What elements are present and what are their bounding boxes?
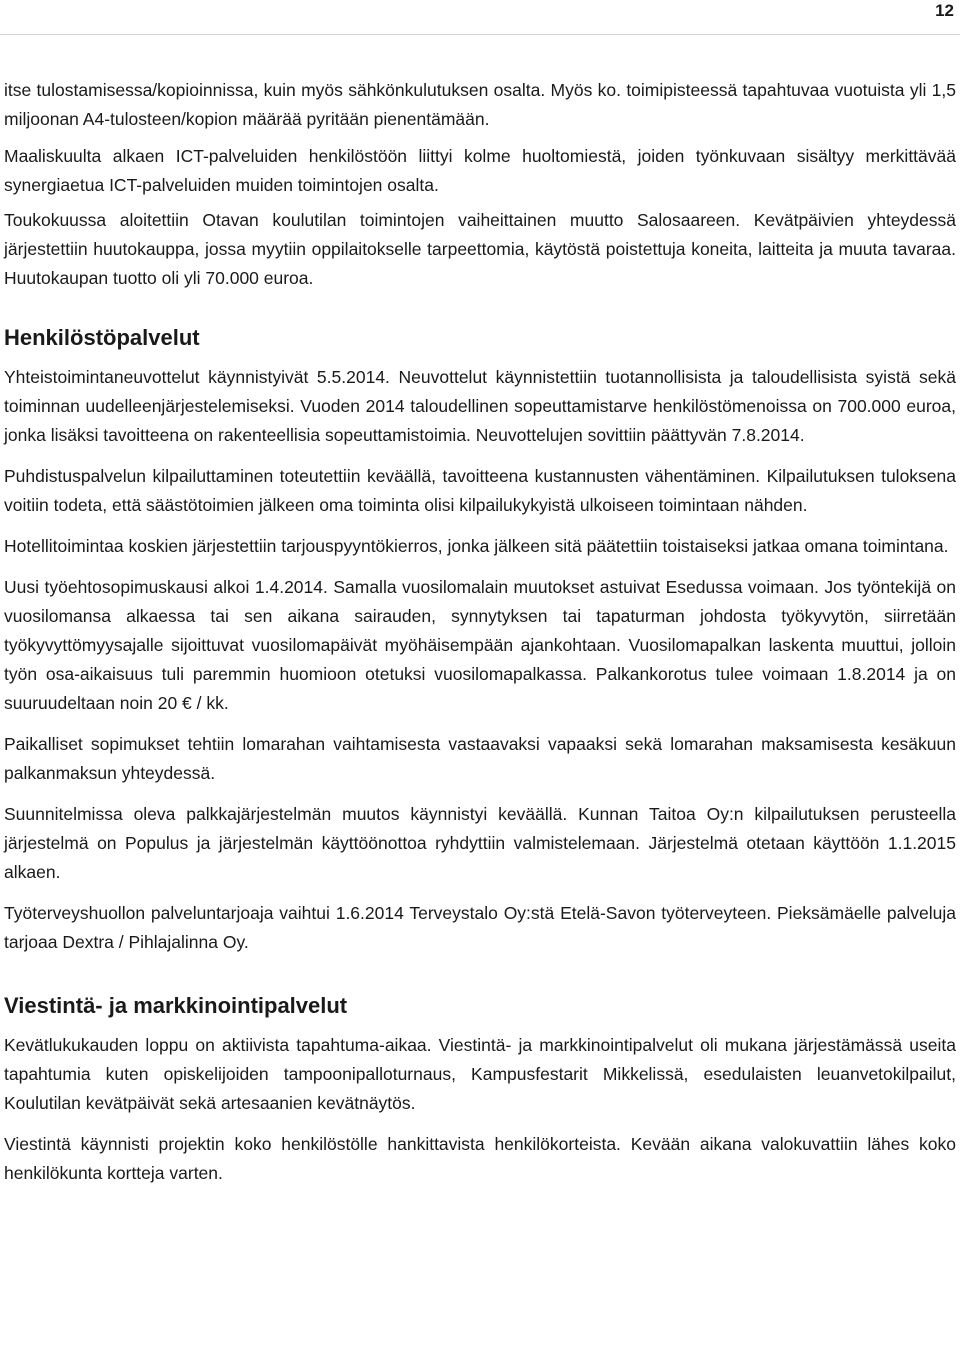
paragraph-local-agreements: Paikalliset sopimukset tehtiin lomarahan vaihtamisesta vastaavaksi vapaaksi sekä lomarahan maksamisesta kesäkuun palkanmaksun yhteydessä. — [4, 734, 956, 783]
paragraph-staff-cards: Viestintä käynnisti projektin koko henkilöstölle hankittavista henkilökorteista. Kevään aikana valokuvattiin lähes koko henkilökunta kortteja varten. — [4, 1134, 956, 1183]
paragraph-cleaning: Puhdistuspalvelun kilpailuttaminen toteutettiin keväällä, tavoitteena kustannusten vähentäminen. Kilpailutuksen tuloksena voitiin todeta, että säästötoimien jälkeen oma toiminta olisi kilpailukykyistä ulkoiseen toimintaan nähden. — [4, 466, 956, 515]
paragraph-collective-agreement: Uusi työehtosopimuskausi alkoi 1.4.2014. Samalla vuosilomalain muutokset astuivat Esedussa voimaan. Jos työntekijä on vuosilomansa alkaessa tai sen aikana sairauden, synnytyksen tai tapaturman johdosta työkyvytön, siirretään työkyvyttömyysajalle sijoittuvat vuosilomapäivät myöhäisempään ajankohtaan. Vuosilomapalkan laskenta muuttui, jolloin työn osa-aikaisuus tuli paremmin huomioon otetuksi vuosilomapalkassa. Palkankorotus tulee voimaan 1.8.2014 ja on suuruudeltaan noin 20 € / kk. — [4, 577, 956, 713]
paragraph-hotel: Hotellitoimintaa koskien järjestettiin tarjouspyyntökierros, jonka jälkeen sitä päätettiin toistaiseksi jatkaa omana toimintana. — [4, 536, 949, 556]
paragraph-printing: itse tulostamisessa/kopioinnissa, kuin myös sähkönkulutuksen osalta. Myös ko. toimipisteessä tapahtuvaa vuotuista yli 1,5 miljoonan A4-tulosteen/kopion määrää pyritään pienentämään. — [4, 80, 956, 129]
page-number: 12 — [935, 1, 954, 20]
paragraph-relocation: Toukokuussa aloitettiin Otavan koulutilan toimintojen vaiheittainen muutto Salosaareen. Kevätpäivien yhteydessä järjestettiin huutokauppa, jossa myytiin oppilaitokselle tarpeettomia, käytöstä poistettuja koneita, laitteita ja muuta tavaraa. Huutokaupan tuotto oli yli 70.000 euroa. — [4, 210, 956, 288]
section-heading-hr: Henkilöstöpalvelut — [4, 325, 200, 350]
paragraph-payroll-system: Suunnitelmissa oleva palkkajärjestelmän muutos käynnistyi keväällä. Kunnan Taitoa Oy:n kilpailutuksen perusteella järjestelmä on Populus ja järjestelmän käyttöönottoa ryhdyttiin valmistelemaan. Järjestelmä otetaan käyttöön 1.1.2015 alkaen. — [4, 804, 956, 882]
paragraph-ict-staff: Maaliskuulta alkaen ICT-palveluiden henkilöstöön liittyi kolme huoltomiestä, joiden työnkuvaan sisältyy merkittävää synergiaetua ICT-palveluiden muiden toimintojen osalta. — [4, 146, 956, 195]
document-body — [4, 76, 956, 1200]
paragraph-events: Kevätlukukauden loppu on aktiivista tapahtuma-aikaa. Viestintä- ja markkinointipalvelut oli mukana järjestämässä useita tapahtumia kuten opiskelijoiden tampoonipalloturnaus, Kampusfestarit Mikkelissä, esedulaisten leuanvetokilpailut, Koulutilan kevätpäivät sekä artesaanien kevätnäytös. — [4, 1035, 956, 1113]
header-rule — [0, 34, 960, 35]
paragraph-occupational-health: Työterveyshuollon palveluntarjoaja vaihtui 1.6.2014 Terveystalo Oy:stä Etelä-Savon työterveyteen. Pieksämäelle palveluja tarjoaa Dextra / Pihlajalinna Oy. — [4, 903, 956, 952]
section-heading-communications: Viestintä- ja markkinointipalvelut — [4, 993, 348, 1018]
paragraph-negotiations: Yhteistoimintaneuvottelut käynnistyivät 5.5.2014. Neuvottelut käynnistettiin tuotannollisista ja taloudellisista syistä sekä toiminnan uudelleenjärjestelemiseksi. Vuoden 2014 taloudellinen sopeuttamistarve henkilöstömenoissa on 700.000 euroa, jonka lisäksi tavoitteena on rakenteellisia sopeuttamistoimia. Neuvottelujen sovittiin päättyvän 7.8.2014. — [4, 367, 956, 445]
